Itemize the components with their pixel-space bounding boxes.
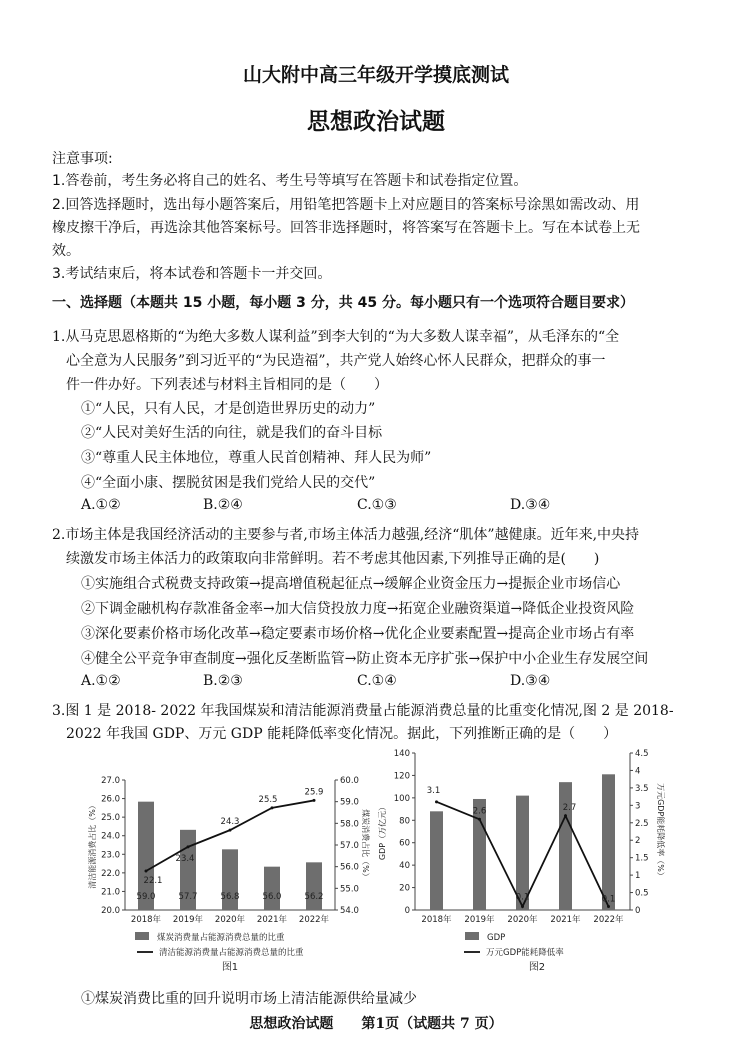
line-data-label: 3.1 xyxy=(426,785,441,796)
x-tick-label: 2018年 xyxy=(421,915,452,925)
y-tick-label-right: 59.0 xyxy=(340,797,359,808)
figure-caption: 图1 xyxy=(221,962,239,973)
y-tick-label-left: 22.0 xyxy=(101,868,120,879)
question-2-statement: ②下调金融机构存款准备金率→加大信贷投放力度→拓宽企业融资渠道→降低企业投资风险 xyxy=(81,601,635,617)
line-point xyxy=(271,806,274,809)
line-data-label: 24.3 xyxy=(220,817,240,828)
question-2-stem: 续激发市场主体活力的政策取向非常鲜明。若不考虑其他因素,下列推导正确的是( ) xyxy=(66,551,600,567)
x-tick-label: 2021年 xyxy=(256,915,288,925)
y-tick-label-left: 27.0 xyxy=(101,776,120,786)
y-tick-label-left: 20 xyxy=(399,883,410,894)
line-data-label: 25.5 xyxy=(258,794,278,805)
line-point xyxy=(187,845,190,848)
y-tick-label-right: 3.5 xyxy=(635,783,649,794)
question-2-option-d: D.③④ xyxy=(510,673,551,689)
question-2-statement: ④健全公平竞争审查制度→强化反垄断监管→防止资本无序扩张→保护中小企业生存发展空间 xyxy=(81,651,649,667)
y-tick-label-left: 80 xyxy=(399,816,410,827)
y-tick-label-left: 21.0 xyxy=(101,887,120,898)
y-axis-label-left: GDP（万亿元） xyxy=(378,802,387,861)
notice-item: 2.回答选择题时，选出每小题答案后，用铅笔把答题卡上对应题目的答案标号涂黑如需改动、用 xyxy=(52,197,640,213)
y-tick-label-right: 60.0 xyxy=(340,776,359,786)
y-tick-label-left: 60 xyxy=(399,838,410,849)
subject-title: 思想政治试题 xyxy=(307,108,445,135)
question-1-statement: ①“人民，只有人民，才是创造世界历史的动力” xyxy=(81,401,376,417)
y-tick-label-left: 20.0 xyxy=(101,906,120,916)
legend-label-bar: 煤炭消费量占能源消费总量的比重 xyxy=(157,933,285,943)
question-2-option-c: C.①④ xyxy=(357,673,397,689)
question-2-option-b: B.②③ xyxy=(203,673,243,689)
line-point xyxy=(564,814,567,817)
question-1-statement: ④“全面小康、摆脱贫困是我们党给人民的交代” xyxy=(81,475,376,491)
question-1-stem: 心全意为人民服务”到习近平的“为民造福”，共产党人始终心怀人民群众，把群众的事一 xyxy=(66,353,606,369)
line-point xyxy=(435,800,438,803)
question-1-stem: 1.从马克思恩格斯的“为绝大多数人谋利益”到李大钊的“为大多数人谋幸福”，从毛泽东的“全 xyxy=(52,329,620,345)
x-tick-label: 2022年 xyxy=(593,915,624,925)
legend-label-line: 万元GDP能耗降低率 xyxy=(486,948,564,958)
line-data-label: 0.1 xyxy=(601,894,616,905)
bar xyxy=(559,782,572,910)
y-tick-label-right: 54.0 xyxy=(340,906,359,916)
line-data-label: 2.6 xyxy=(472,806,487,817)
question-2-statement: ③深化要素价格市场化改革→稳定要素市场价格→优化企业要素配置→提高企业市场占有率 xyxy=(81,626,635,642)
y-tick-label-right: 3 xyxy=(635,801,641,812)
notice-item: 3.考试结束后，将本试卷和答题卡一并交回。 xyxy=(52,266,332,282)
y-tick-label-right: 55.0 xyxy=(340,884,359,895)
y-tick-label-right: 58.0 xyxy=(340,819,359,830)
bar-data-label: 57.7 xyxy=(178,892,198,902)
question-3-stem: 3.图 1 是 2018- 2022 年我国煤炭和清洁能源消费量占能源消费总量的比重变化情况,图 2 是 2018- xyxy=(52,703,674,719)
figure-2-chart xyxy=(378,745,670,980)
line-point xyxy=(478,818,481,821)
line-data-label: 0.1 xyxy=(515,892,530,903)
y-tick-label-left: 25.0 xyxy=(101,813,120,824)
y-tick-label-left: 24.0 xyxy=(101,831,120,842)
question-2-stem: 2.市场主体是我国经济活动的主要参与者,市场主体活力越强,经济“肌体”越健康。近年来,中央持 xyxy=(52,527,640,543)
notice-item: 橡皮擦干净后，再选涂其他答案标号。回答非选择题时，将答案写在答题卡上。写在本试卷上无 xyxy=(52,220,640,236)
line-point xyxy=(145,870,148,873)
y-tick-label-right: 57.0 xyxy=(340,841,359,851)
y-tick-label-right: 2.5 xyxy=(635,818,649,829)
line-point xyxy=(313,799,316,802)
bar xyxy=(264,867,280,910)
line-data-label: 22.1 xyxy=(143,876,163,886)
line-point xyxy=(521,905,524,908)
bar-data-label: 56.0 xyxy=(262,892,282,902)
bar xyxy=(602,774,615,910)
question-1-option-b: B.②④ xyxy=(203,497,243,513)
question-3-statement: ①煤炭消费比重的回升说明市场上清洁能源供给量减少 xyxy=(81,991,417,1007)
question-1-option-a: A.①② xyxy=(81,497,121,513)
question-1-option-d: D.③④ xyxy=(510,497,551,513)
line-data-label: 2.7 xyxy=(562,802,577,813)
question-1-option-c: C.①③ xyxy=(357,497,397,513)
legend-swatch-bar xyxy=(135,932,149,940)
question-1-stem: 件一件办好。下列表述与材料主旨相同的是（ ） xyxy=(66,377,388,393)
bar-data-label: 56.2 xyxy=(304,892,324,902)
y-tick-label-left: 23.0 xyxy=(101,850,120,861)
y-tick-label-right: 0.5 xyxy=(635,888,649,899)
legend-swatch-bar xyxy=(465,932,479,940)
section-heading: 一、选择题（本题共 15 小题，每小题 3 分，共 45 分。每小题只有一个选项符合题目要求） xyxy=(52,295,634,311)
x-tick-label: 2019年 xyxy=(464,915,495,925)
bar xyxy=(430,811,443,910)
question-1-statement: ③“尊重人民主体地位，尊重人民首创精神、拜人民为师” xyxy=(81,450,432,466)
line-data-label: 23.4 xyxy=(175,853,195,864)
x-tick-label: 2022年 xyxy=(298,915,330,925)
y-tick-label-right: 2 xyxy=(635,836,641,847)
legend-label-bar: GDP xyxy=(487,933,506,943)
y-tick-label-left: 0 xyxy=(404,906,410,916)
bar-data-label: 59.0 xyxy=(136,892,156,902)
figure-caption: 图2 xyxy=(528,962,546,973)
y-tick-label-right: 4 xyxy=(635,766,641,777)
question-1-statement: ②“人民对美好生活的向往，就是我们的奋斗目标 xyxy=(81,425,383,441)
notice-item: 1.答卷前，考生务必将自己的姓名、考生号等填写在答题卡和试卷指定位置。 xyxy=(52,173,528,189)
y-axis-label-left: 清洁能源消费占比（%） xyxy=(88,801,97,889)
x-tick-label: 2021年 xyxy=(550,915,581,925)
y-tick-label-left: 40 xyxy=(399,861,410,872)
line-point xyxy=(607,905,610,908)
page-footer: 思想政治试题 第1页（试题共 7 页） xyxy=(249,1016,503,1032)
bar xyxy=(306,862,322,910)
question-3-stem: 2022 年我国 GDP、万元 GDP 能耗降低率变化情况。据此，下列推断正确的是（ ） xyxy=(66,726,618,742)
y-axis-label-right: 万元GDP能耗降低率（%） xyxy=(656,783,665,880)
line-data-label: 25.9 xyxy=(304,787,324,798)
x-tick-label: 2018年 xyxy=(130,915,162,925)
y-tick-label-right: 4.5 xyxy=(635,749,649,759)
question-2-option-a: A.①② xyxy=(81,673,121,689)
notice-item: 效。 xyxy=(52,243,80,259)
legend-label-line: 清洁能源消费量占能源消费总量的比重 xyxy=(159,948,304,958)
y-tick-label-left: 140 xyxy=(393,749,410,759)
x-tick-label: 2020年 xyxy=(507,915,538,925)
bar-data-label: 56.8 xyxy=(220,892,240,902)
notice-heading: 注意事项: xyxy=(52,151,113,167)
y-tick-label-right: 56.0 xyxy=(340,862,359,873)
y-tick-label-left: 120 xyxy=(393,771,410,782)
x-tick-label: 2019年 xyxy=(172,915,204,925)
question-2-statement: ①实施组合式税费支持政策→提高增值税起征点→缓解企业资金压力→提振企业市场信心 xyxy=(81,576,621,592)
exam-title: 山大附中高三年级开学摸底测试 xyxy=(242,64,509,86)
x-tick-label: 2020年 xyxy=(214,915,246,925)
y-tick-label-left: 100 xyxy=(393,793,410,804)
y-tick-label-right: 0 xyxy=(635,906,641,916)
line-point xyxy=(229,829,232,832)
y-axis-label-right: 煤炭消费占比（%） xyxy=(361,809,370,881)
y-tick-label-right: 1 xyxy=(635,871,641,882)
y-tick-label-left: 26.0 xyxy=(101,794,120,805)
y-tick-label-right: 1.5 xyxy=(635,853,649,864)
figure-1-chart xyxy=(80,745,400,980)
